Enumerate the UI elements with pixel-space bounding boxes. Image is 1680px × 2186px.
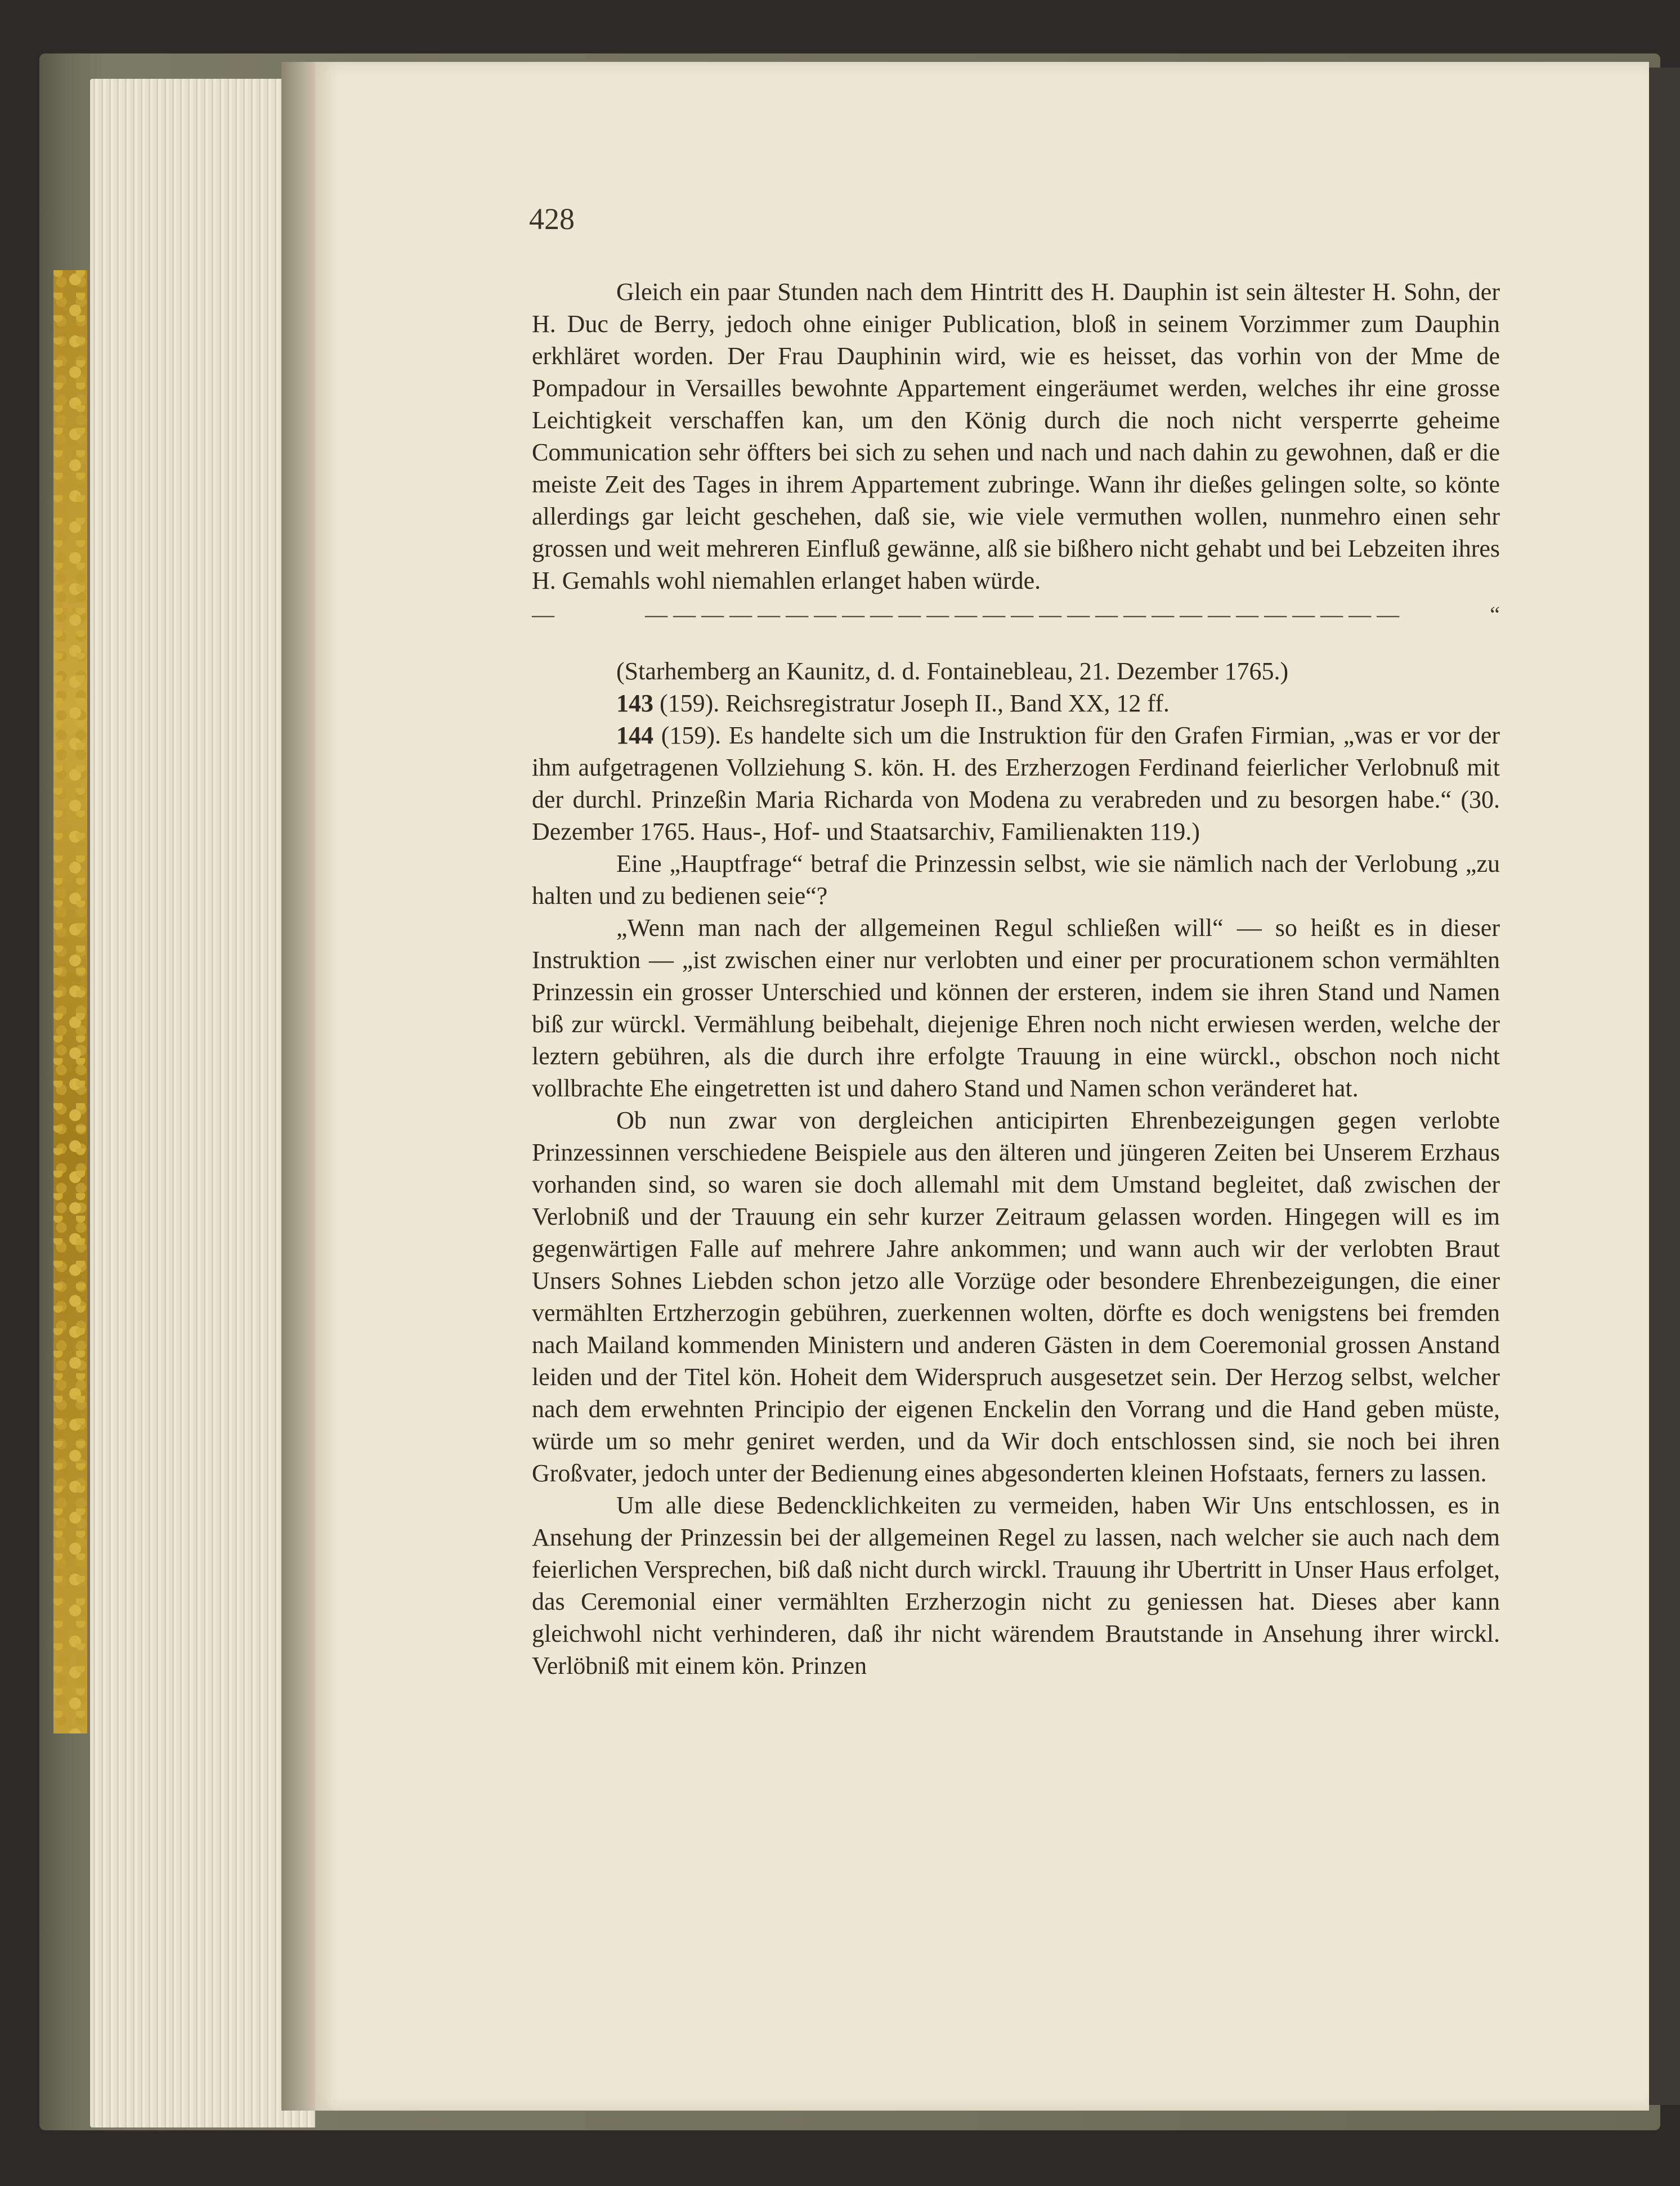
paragraph-wenn: „Wenn man nach der allgemeinen Regul schließen will“ — so heißt es in dieser Instruktion — „ist zwischen einer nur verlobten und einer per procurationem schon vermählten Prinzessin ein grosser Unterschied und können der ersteren, indem sie ihren Stand und Namen biß zur würckl. Vermählung beibehalt, diejenige Ehren noch nicht erwiesen werden, welche der leztern gebühren, als die durch ihre erfolgte Trauung in eine würckl., obschon noch nicht vollbrachte Ehe eingetretten ist und dahero Stand und Namen schon veränderet hat. bbox=[532, 914, 1500, 1102]
note-144 bbox=[532, 719, 1500, 848]
dash-start: — bbox=[532, 601, 554, 627]
note-143 bbox=[532, 687, 1500, 719]
facing-page-edge bbox=[1649, 68, 1680, 2105]
note-143-number: 143 bbox=[616, 689, 653, 717]
note-144-number: 144 bbox=[616, 722, 653, 749]
paragraph-ob: Ob nun zwar von dergleichen anticipirten Ehrenbezeigungen gegen verlobte Prinzessinnen verschiedene Beispiele aus den älteren und jüngeren Zeiten bei Unserem Erzhaus vorhanden sind, so waren sie doch allemahl mit dem Umstand begleitet, daß zwischen der Verlobniß und der Trauung ein sehr kurzer Zeitraum gelassen worden. Hingegen will es im gegenwärtigen Falle auf mehrere Jahre ankommen; und wann auch wir der verlobten Braut Unsers Sohnes Liebden schon jetzo alle Vorzüge oder besondere Ehrenbezeigungen, die einer vermählten Ertzherzogin gebühren, zuerkennen wolten, dörfte es doch wenigstens bei fremden nach Mailand kommenden Ministern und anderen Gästen in dem Coeremonial grossen Anstand leiden und der Titel kön. Hoheit dem Widerspruch ausgesetzet sein. Der Herzog selbst, welcher nach dem erwehnten Principio der eigenen Enckelin den Vorrang und die Hand geben müste, würde um so mehr geniret werden, und da Wir doch entschlossen sind, sie noch bei ihren Großvater, jedoch unter der Bedienung eines abgesonderten kleinen Hofstaats, ferners zu lassen. bbox=[532, 1107, 1500, 1487]
page-body bbox=[532, 276, 1500, 1682]
paragraph-hauptfrage: Eine „Hauptfrage“ betraf die Prinzessin selbst, wie sie nämlich nach der Verlobung „zu halten und zu bedienen seie“? bbox=[532, 850, 1500, 910]
source-citation: (Starhemberg an Kaunitz, d. d. Fontainebleau, 21. Dezember 1765.) bbox=[616, 657, 1289, 685]
quoted-letter-paragraph: Gleich ein paar Stunden nach dem Hintritt des H. Dauphin ist sein ältester H. Sohn, der H. Duc de Berry, jedoch ohne einiger Publication, bloß in seinem Vorzimmer zum Dauphin erkhläret worden. Der Frau Dauphinin wird, wie es heisset, das vorhin von der Mme de Pompadour in Versailles bewohnte Appartement eingeräumet werden, welches ihr eine grosse Leichtigkeit verschaffen kan, um den König durch die noch nicht versperrte geheime Communication sehr öffters bei sich zu sehen und nach und nach dahin zu gewohnen, daß er die meiste Zeit des Tages in ihrem Appartement zubringe. Wann ihr dießes gelingen solte, so könte allerdings gar leicht geschehen, daß sie, wie viele vermuthen wollen, nunmehro einen sehr grossen und weit mehreren Einfluß gewänne, alß sie bißhero nicht gehabt und bei Lebzeiten ihres H. Gemahls wohl niemahlen erlanget haben würde. bbox=[532, 278, 1500, 594]
dash-separator bbox=[532, 600, 1500, 628]
note-143-text: (159). Reichsregistratur Joseph II., Band XX, 12 ff. bbox=[660, 689, 1170, 717]
paragraph-um: Um alle diese Bedencklichkeiten zu vermeiden, haben Wir Uns entschlossen, es in Ansehung der Prinzessin bei der allgemeinen Regel zu lassen, nach welcher sie auch nach dem feierlichen Versprechen, biß daß nicht durch wirckl. Trauung ihr Ubertritt in Unser Haus erfolget, das Ceremonial einer vermählten Erzherzogin nicht zu geniessen hat. Dieses aber kann gleichwohl nicht verhinderen, daß ihr nicht wärendem Brautstande in Ansehung ihrer wirckl. Verlöbniß mit einem kön. Prinzen bbox=[532, 1491, 1500, 1679]
page-number: 428 bbox=[529, 202, 575, 236]
marbled-endpaper bbox=[53, 270, 87, 1733]
dash-end-quote: “ bbox=[1490, 601, 1500, 627]
note-144-text: (159). Es handelte sich um die Instruktion für den Grafen Firmian, „was er vor der ihm aufgetragenen Vollziehung S. kön. H. des Erzherzogen Ferdinand feierlicher Verlobnuß mit der durchl. Prinzeßin Maria Richarda von Modena zu verabreden und zu besorgen habe.“ (30. Dezember 1765. Haus-, Hof- und Staatsarchiv, Familienakten 119.) bbox=[532, 722, 1500, 845]
dash-fill: — — — — — — — — — — — — — — — — — — — — — — — — — — — bbox=[645, 601, 1400, 627]
